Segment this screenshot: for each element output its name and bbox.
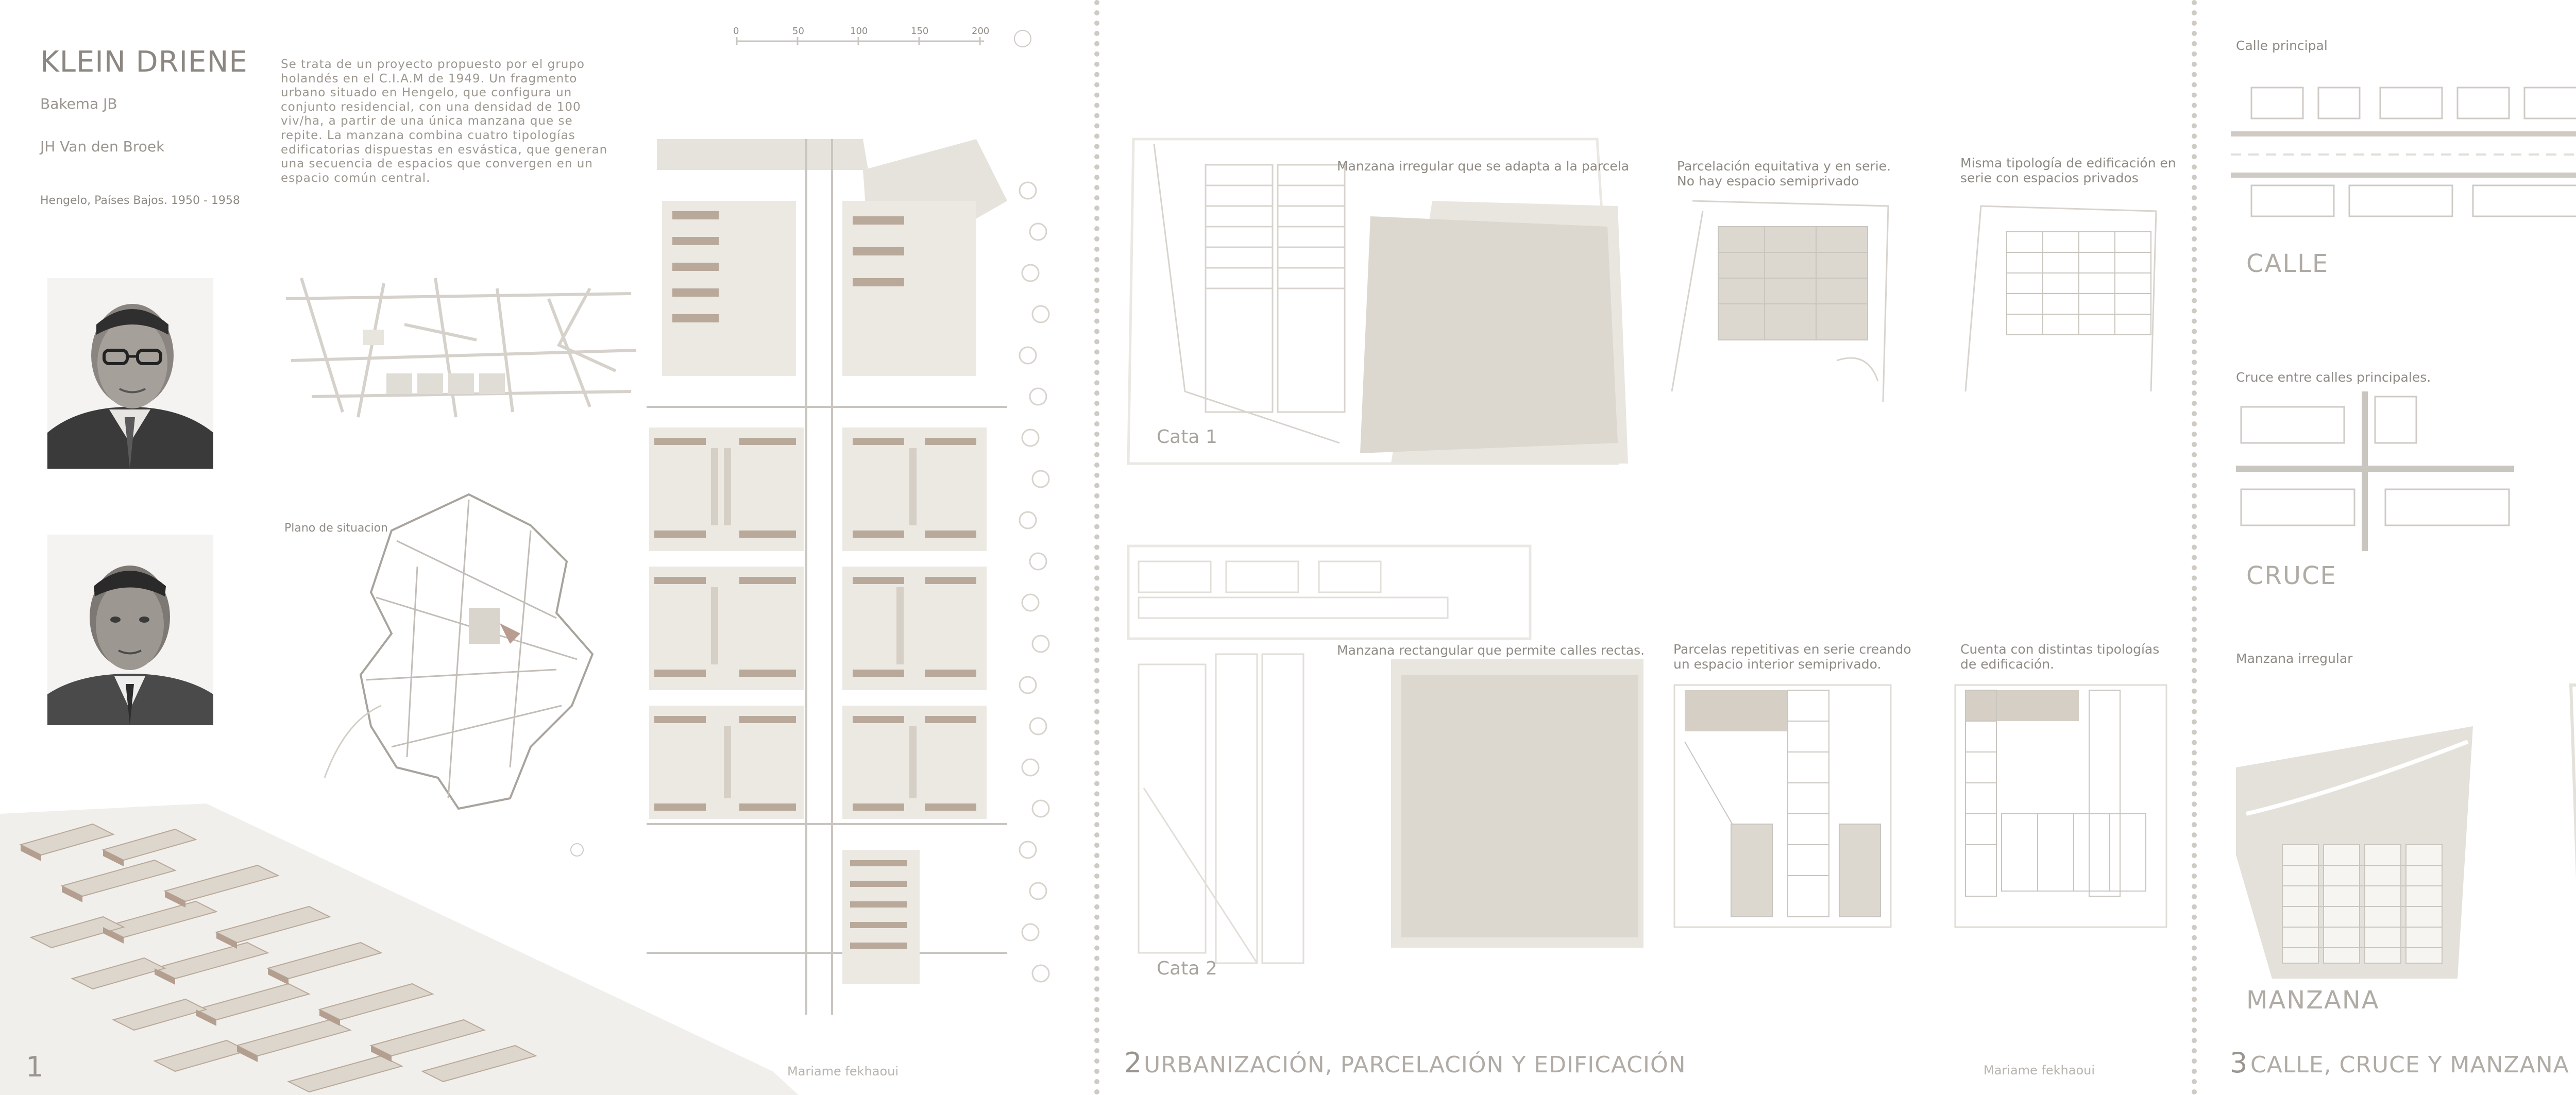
panel-3 (2200, 0, 2576, 1095)
manzana-equipamientos-plan (2561, 675, 2576, 994)
project-title: KLEIN DRIENE (40, 45, 248, 79)
parcelacion-plan-1 (1662, 196, 1904, 407)
section-2-number: 2 (1124, 1047, 1142, 1079)
caption-manzana-rectangular: Manzana rectangular que permite calles rectas. (1337, 643, 1645, 658)
scale-tick: 50 (792, 26, 804, 37)
cata-1-plan (1123, 134, 1690, 469)
caption-misma-tipologia: Misma tipología de edificación en serie con espacios privados (1960, 156, 2176, 185)
author-name-2: Mariame fekhaoui (1984, 1063, 2095, 1077)
panel-1 (0, 0, 1092, 1095)
parcelacion-plan-2 (1669, 680, 1896, 932)
calle-principal-plan (2226, 77, 2576, 242)
scale-tick: 100 (850, 26, 868, 37)
cruce-principales-plan (2231, 386, 2519, 556)
axonometric-view (0, 803, 799, 1095)
caption-distintas-tipologias: Cuenta con distintas tipologías de edificación. (1960, 642, 2160, 672)
caption-parcelacion-equitativa: Parcelación equitativa y en serie. No hay espacio semiprivado (1677, 159, 1891, 189)
portrait-bakema (47, 278, 213, 469)
separator-2 (2192, 0, 2197, 1095)
cata-2-label: Cata 2 (1157, 958, 1217, 979)
cata-1-label: Cata 1 (1157, 426, 1217, 448)
caption-parcelas-repetitivas: Parcelas repetitivas en serie creando un espacio interior semiprivado. (1673, 642, 1911, 672)
panel-2 (1103, 0, 2184, 1095)
row-label-cruce: CRUCE (2246, 561, 2337, 590)
project-description: Se trata de un proyecto propuesto por el grupo holandés en el C.I.A.M de 1949. Un fragmento urbano situado en Hengelo, que configura un conjunto residencial, con una densidad de 100 viv/ha, a partir de una única manzana que se repite. La manzana combina cuatro tipologías edificatorias dispuestas en esvástica, que generan una secuencia de espacios que convergen en un espacio común central. (281, 58, 608, 185)
architect-1: Bakema JB (40, 95, 117, 112)
section-2-title: URBANIZACIÓN, PARCELACIÓN Y EDIFICACIÓN (1144, 1052, 1686, 1078)
caption-cruce-principales: Cruce entre calles principales. (2236, 370, 2431, 385)
row-label-calle: CALLE (2246, 249, 2329, 278)
portrait-bakema-graphic (47, 278, 213, 469)
caption-manzana-irregular: Manzana irregular que se adapta a la parcela (1337, 159, 1630, 174)
section-3-number: 3 (2230, 1047, 2248, 1079)
scale-bar (732, 26, 989, 57)
cata-2-plan (1123, 541, 1690, 984)
page-number: 1 (26, 1051, 44, 1083)
manzana-irregular-plan (2231, 711, 2499, 989)
row-label-manzana: MANZANA (2246, 986, 2380, 1015)
scale-tick: 150 (911, 26, 929, 37)
portrait-van-den-broek (47, 535, 213, 725)
portrait-van-den-broek-graphic (47, 535, 213, 725)
north-icon (1014, 30, 1031, 47)
scale-tick: 0 (733, 26, 739, 37)
author-name: Mariame fekhaoui (787, 1064, 899, 1079)
edificacion-plan-2 (1950, 680, 2172, 932)
project-location: Hengelo, Países Bajos. 1950 - 1958 (40, 194, 240, 207)
caption-manzana-irregular: Manzana irregular (2236, 651, 2353, 666)
situation-label: Plano de situacion (284, 522, 388, 535)
architect-2: JH Van den Broek (40, 138, 165, 155)
separator-1 (1094, 0, 1099, 1095)
edificacion-plan-1 (1950, 196, 2166, 407)
urban-fragment-map (281, 268, 641, 422)
section-3-title: CALLE, CRUCE Y MANZANA (2250, 1052, 2569, 1078)
caption-calle-principal: Calle principal (2236, 38, 2328, 53)
scale-tick: 200 (972, 26, 990, 37)
